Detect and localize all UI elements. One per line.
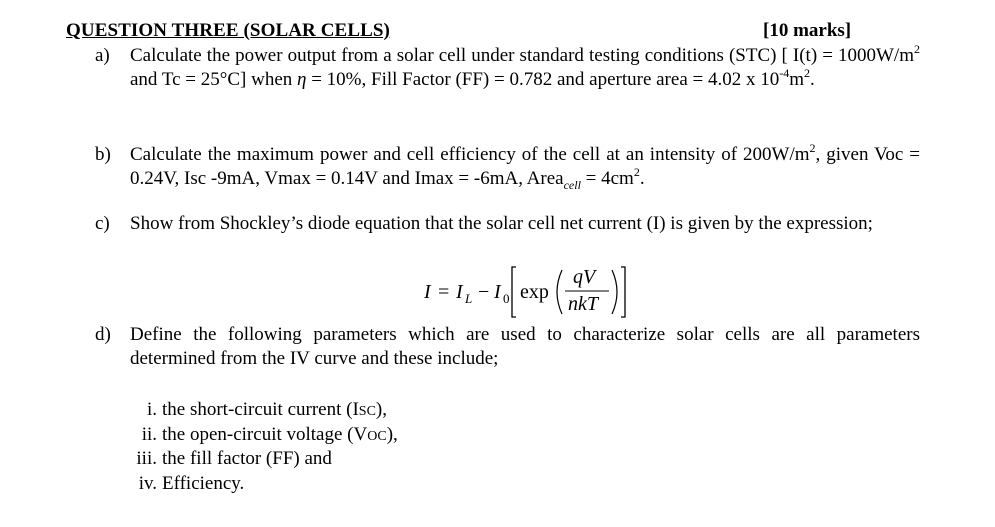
parameter-list: [118, 398, 518, 496]
question-heading: [66, 20, 866, 44]
list-item: [118, 423, 518, 448]
list-item-text: the fill factor (FF) and: [162, 448, 332, 469]
list-item-text: the short-circuit current (ISC),: [162, 399, 387, 420]
part-a-text: Calculate the power output from a solar cell under standard testing conditions (STC) [ $I(t) = 1000W/m^2$ and Tc = 25°C] when η = 10%, Fill Factor (FF) = 0.782 and aperture area = 4.02 x $10^{-4}m^2$.: [130, 41, 920, 90]
part-b: [95, 140, 920, 192]
list-item: [118, 447, 518, 472]
list-item-number: i.: [146, 399, 157, 420]
part-b-text: Calculate the maximum power and cell efficiency of the cell at an intensity of $200W/m^2$, given Voc = 0.24V, Isc -9mA, Vmax = 0.14V and Imax = -6mA, Area$_{cell}$ = $4cm^2$.: [130, 140, 920, 192]
eq-minus: −: [478, 281, 490, 303]
eq-I0: I: [494, 281, 501, 303]
eq-IL-sub: L: [465, 291, 473, 306]
left-paren: [557, 270, 562, 314]
eq-I0-sub: 0: [503, 291, 510, 306]
shockley-equation: [422, 262, 642, 320]
part-c-text: Show from Shockley’s diode equation that the solar cell net current (I) is given by the expression;: [130, 213, 873, 234]
question-title: QUESTION THREE (SOLAR CELLS): [66, 20, 390, 41]
eq-numerator: qV: [573, 266, 596, 288]
part-a: [95, 41, 920, 92]
list-item-number: iv.: [138, 472, 157, 494]
eq-equals: =: [438, 281, 450, 303]
eq-I: I: [424, 281, 431, 303]
part-d-text: Define the following parameters which are used to characterize solar cells are all parameters determined from the IV curve and these include;: [130, 324, 920, 369]
list-item: [118, 472, 518, 497]
list-item-text: Efficiency.: [162, 472, 245, 494]
part-a-label: a): [95, 45, 110, 66]
part-b-label: b): [95, 144, 111, 165]
eq-IL: I: [456, 281, 463, 303]
list-item-text: the open-circuit voltage (VOC),: [162, 423, 398, 445]
part-c: [95, 212, 920, 236]
eq-exp: exp: [520, 281, 549, 303]
part-d: [95, 323, 920, 371]
list-item: [118, 398, 518, 423]
right-bracket: [621, 267, 625, 317]
part-c-label: c): [95, 213, 110, 234]
question-marks: [10 marks]: [763, 20, 852, 41]
list-item-number: iii.: [136, 448, 157, 469]
left-bracket: [512, 267, 516, 317]
part-d-label: d): [95, 324, 111, 345]
list-item-number: ii.: [141, 423, 157, 445]
eq-denominator: nkT: [568, 293, 598, 315]
right-paren: [612, 270, 617, 314]
